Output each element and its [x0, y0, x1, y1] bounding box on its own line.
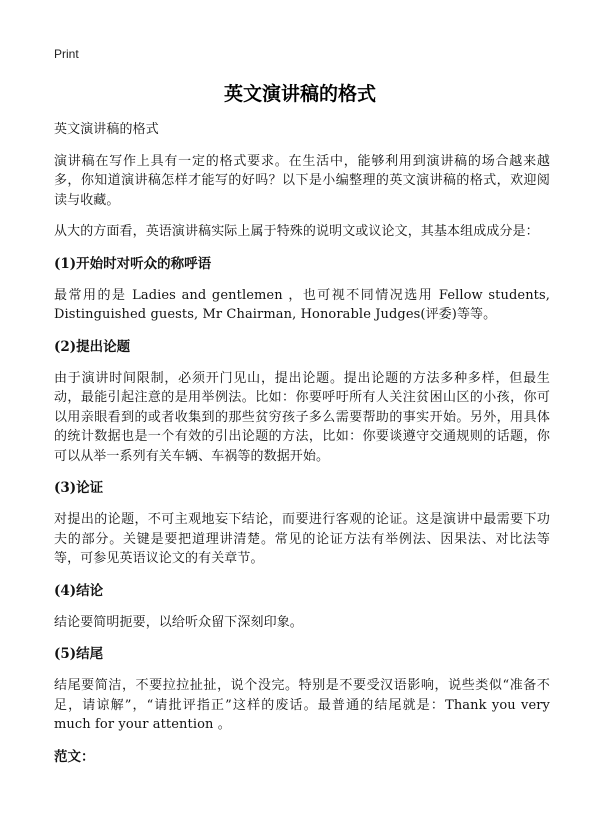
- overview-paragraph: 从大的方面看，英语演讲稿实际上属于特殊的说明文或议论文，其基本组成成分是：: [54, 224, 539, 239]
- section-heading-conclusion: (4)结论: [54, 582, 104, 599]
- section-heading-greeting: (1)开始时对听众的称呼语: [54, 255, 212, 272]
- document-body: [54, 120, 550, 779]
- intro-paragraph: 演讲稿在写作上具有一定的格式要求。在生活中，能够利用到演讲稿的场合越来越多，你知道演讲稿怎样才能写的好吗？以下是小编整理的英文演讲稿的格式，欢迎阅读与收藏。: [54, 153, 550, 208]
- section-heading-ending: (5)结尾: [54, 646, 104, 662]
- section-heading-topic: (2)提出论题: [54, 338, 131, 355]
- section-text-conclusion: 结论要简明扼要，以给听众留下深刻印象。: [54, 614, 303, 630]
- section-text-topic: 由于演讲时间限制，必须开门见山，提出论题。提出论题的方法多种多样，但最生动，最能引起注意的是用举例法。比如：你要呼吁所有人关注贫困山区的小孩，你可以用亲眼看到的或者收集到的那些贫穷孩子多么需要帮助的事实开始。另外，用具体的统计数据也是一个有效的引出论题的方法，比如：你要谈遵守交通规则的话题，你可以从举一系列有关车辆、车祸等的数据开始。: [54, 370, 550, 464]
- section-text-ending: 结尾要简洁，不要拉拉扯扯，说个没完。特别是不要受汉语影响，说些类似“准备不足，请谅解”，“请批评指正”这样的废话。最普通的结尾就是：Thank you very much for your attention 。: [54, 678, 550, 732]
- print-label[interactable]: Print: [54, 47, 79, 61]
- section-text-argument: 对提出的论题，不可主观地妄下结论，而要进行客观的论证。这是演讲中最需要下功夫的部分。关键是要把道理讲清楚。常见的论证方法有举例法、因果法、对比法等等，可参见英语议论文的有关章节。: [54, 512, 550, 566]
- section-heading-argument: (3)论证: [54, 480, 104, 496]
- sample-heading: 范文：: [54, 748, 95, 765]
- section-text-greeting: 最常用的是 Ladies and gentlemen ，也可视不同情况选用 Fellow students, Distinguished guests, Mr Chairman, Honorable Judges(评委)等等。: [54, 287, 550, 322]
- subtitle: 英文演讲稿的格式: [54, 122, 159, 137]
- page-title: 英文演讲稿的格式: [223, 83, 376, 105]
